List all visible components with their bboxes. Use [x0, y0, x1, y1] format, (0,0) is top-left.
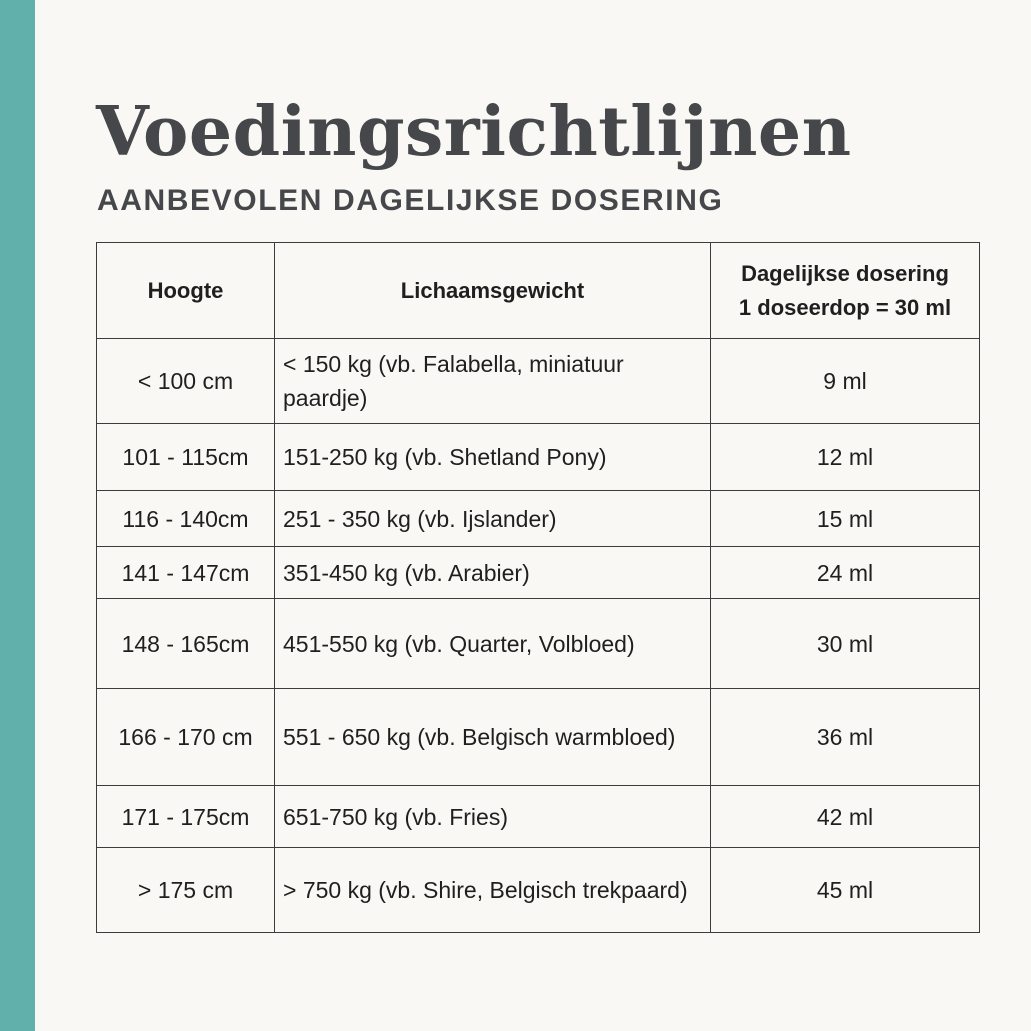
table-row	[97, 547, 980, 599]
cell-weight: 451-550 kg (vb. Quarter, Volbloed)	[275, 599, 711, 689]
header-daily-dose	[711, 243, 980, 339]
cell-dose: 30 ml	[711, 599, 980, 689]
cell-height: 171 - 175cm	[97, 786, 275, 848]
cell-dose: 24 ml	[711, 547, 980, 599]
cell-dose: 12 ml	[711, 424, 980, 491]
table-row	[97, 491, 980, 547]
accent-bar	[0, 0, 35, 1031]
cell-height: 141 - 147cm	[97, 547, 275, 599]
table-row	[97, 848, 980, 933]
cell-height: 148 - 165cm	[97, 599, 275, 689]
table-row	[97, 786, 980, 848]
cell-dose: 9 ml	[711, 339, 980, 424]
table-header-row	[97, 243, 980, 339]
cell-height: 166 - 170 cm	[97, 689, 275, 786]
header-daily-dose-line2: 1 doseerdop = 30 ml	[738, 294, 952, 320]
table-row	[97, 424, 980, 491]
cell-weight: 351-450 kg (vb. Arabier)	[275, 547, 711, 599]
cell-weight: 551 - 650 kg (vb. Belgisch warmbloed)	[275, 689, 711, 786]
cell-weight: 651-750 kg (vb. Fries)	[275, 786, 711, 848]
cell-dose: 42 ml	[711, 786, 980, 848]
cell-dose: 36 ml	[711, 689, 980, 786]
cell-weight: 151-250 kg (vb. Shetland Pony)	[275, 424, 711, 491]
cell-height: < 100 cm	[97, 339, 275, 424]
cell-height: 116 - 140cm	[97, 491, 275, 547]
cell-height: 101 - 115cm	[97, 424, 275, 491]
page-subtitle: AANBEVOLEN DAGELIJKSE DOSERING	[97, 184, 724, 217]
cell-weight: 251 - 350 kg (vb. Ijslander)	[275, 491, 711, 547]
cell-weight: < 150 kg (vb. Falabella, miniatuur paardje)	[275, 339, 711, 424]
cell-dose: 45 ml	[711, 848, 980, 933]
dosage-table	[96, 242, 980, 933]
page-title: Voedingsrichtlijnen	[96, 92, 852, 172]
header-height: Hoogte	[97, 243, 275, 339]
table-row	[97, 689, 980, 786]
cell-weight: > 750 kg (vb. Shire, Belgisch trekpaard)	[275, 848, 711, 933]
table-row	[97, 599, 980, 689]
cell-height: > 175 cm	[97, 848, 275, 933]
header-daily-dose-line1: Dagelijkse dosering	[741, 260, 949, 286]
cell-dose: 15 ml	[711, 491, 980, 547]
header-body-weight: Lichaamsgewicht	[275, 243, 711, 339]
table-row	[97, 339, 980, 424]
